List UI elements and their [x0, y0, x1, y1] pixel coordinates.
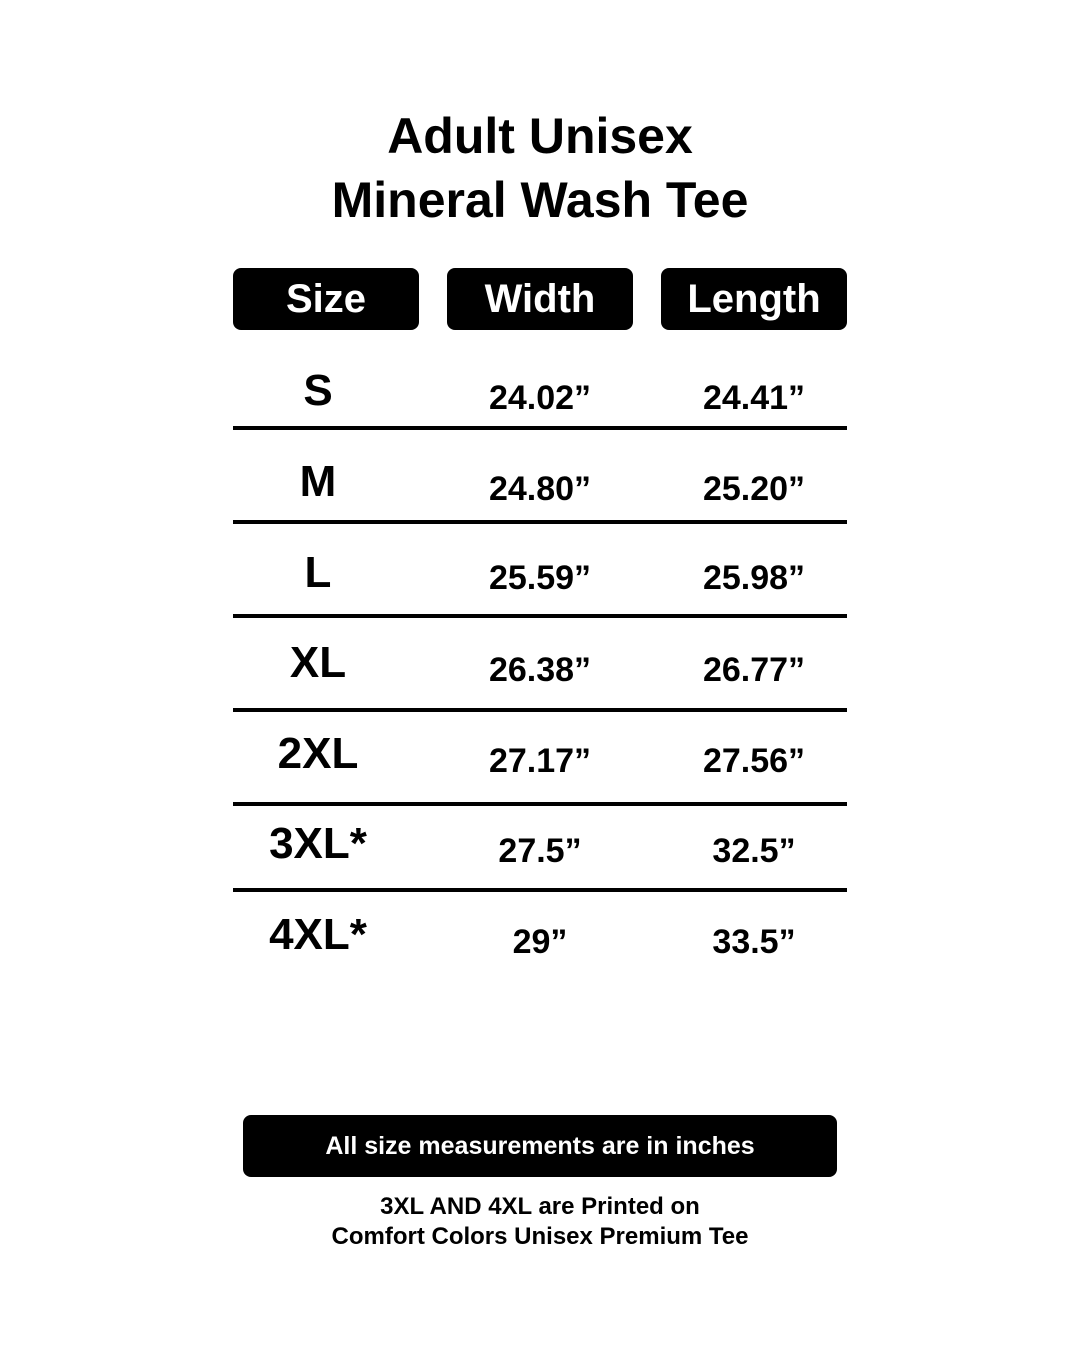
title-line-1: Adult Unisex [387, 108, 693, 164]
header-width: Width [447, 268, 633, 330]
length-cell: 24.41” [702, 379, 806, 417]
size-cell: XL [289, 638, 347, 687]
header-size: Size [233, 268, 419, 330]
length-cell: 25.98” [702, 559, 806, 597]
width-cell: 27.5” [498, 832, 582, 870]
size-cell: 4XL* [269, 910, 367, 959]
size-cell: 2XL [277, 729, 359, 778]
row-divider [233, 708, 847, 712]
row-divider [233, 520, 847, 524]
size-cell: L [304, 548, 332, 597]
width-cell: 26.38” [488, 651, 592, 689]
width-cell: 24.80” [488, 470, 592, 508]
row-divider [233, 426, 847, 430]
row-divider [233, 888, 847, 892]
width-cell: 29” [512, 923, 568, 961]
size-cell: S [303, 366, 333, 415]
width-cell: 25.59” [488, 559, 592, 597]
row-divider [233, 614, 847, 618]
width-cell: 24.02” [488, 379, 592, 417]
size-cell: M [299, 457, 337, 506]
length-cell: 33.5” [712, 923, 796, 961]
width-cell: 27.17” [488, 742, 592, 780]
length-cell: 25.20” [702, 470, 806, 508]
footnote-line-1: 3XL AND 4XL are Printed on [380, 1193, 700, 1220]
units-note: All size measurements are in inches [243, 1115, 837, 1177]
length-cell: 32.5” [712, 832, 796, 870]
length-cell: 26.77” [702, 651, 806, 689]
row-divider [233, 802, 847, 806]
size-cell: 3XL* [269, 819, 367, 868]
footnote-line-2: Comfort Colors Unisex Premium Tee [331, 1223, 749, 1250]
title-line-2: Mineral Wash Tee [331, 172, 749, 228]
length-cell: 27.56” [702, 742, 806, 780]
header-length: Length [661, 268, 847, 330]
